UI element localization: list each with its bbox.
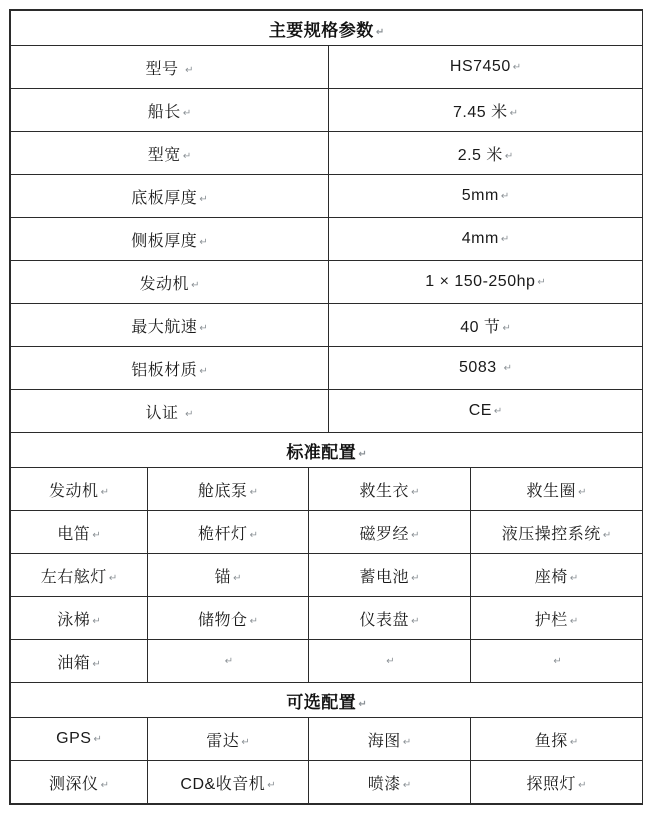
table-row — [11, 718, 643, 761]
config-item: GPS — [56, 730, 92, 747]
spec-label: 发动机 — [139, 275, 190, 293]
table-row — [11, 261, 643, 304]
config-cell — [471, 640, 643, 683]
spec-label-cell — [11, 218, 329, 261]
config-item: 储物仓 — [198, 611, 248, 629]
config-cell — [309, 554, 471, 597]
section-title-cell — [11, 11, 643, 46]
config-item: 海图 — [367, 732, 401, 750]
config-item: 舱底泵 — [198, 482, 248, 500]
config-item: 测深仪 — [49, 775, 99, 793]
paragraph-mark-icon: ↵ — [233, 572, 242, 584]
spec-value-cell — [329, 175, 643, 218]
spec-label-cell — [11, 304, 329, 347]
paragraph-mark-icon: ↵ — [411, 615, 420, 627]
paragraph-mark-icon: ↵ — [92, 615, 101, 627]
table-row — [11, 218, 643, 261]
config-item: CD&收音机 — [180, 775, 266, 793]
config-item: 蓄电池 — [359, 568, 410, 586]
config-item: 电笛 — [57, 525, 91, 543]
config-item: 护栏 — [534, 611, 568, 629]
config-cell — [11, 718, 148, 761]
config-cell — [309, 511, 471, 554]
paragraph-mark-icon: ↵ — [249, 529, 258, 541]
spec-label-cell — [11, 46, 329, 89]
spec-value: 7.45 米 — [453, 103, 508, 121]
config-cell — [471, 597, 643, 640]
table-row — [11, 597, 643, 640]
config-item: 救生圈 — [526, 482, 577, 500]
spec-value: HS7450 — [449, 58, 511, 75]
config-cell — [11, 597, 148, 640]
table-row — [11, 347, 643, 390]
config-item: 探照灯 — [526, 775, 577, 793]
paragraph-mark-icon: ↵ — [185, 64, 194, 76]
paragraph-mark-icon: ↵ — [386, 656, 395, 667]
config-cell — [11, 468, 148, 511]
table-row — [11, 511, 643, 554]
config-cell — [471, 511, 643, 554]
config-cell — [11, 554, 148, 597]
config-cell — [309, 718, 471, 761]
spec-value-cell — [329, 89, 643, 132]
spec-value-cell — [329, 390, 643, 433]
config-item: 发动机 — [49, 482, 99, 500]
paragraph-mark-icon: ↵ — [267, 779, 276, 791]
paragraph-mark-icon: ↵ — [503, 363, 512, 374]
spec-value: 40 节 — [460, 318, 501, 336]
table-row — [11, 89, 643, 132]
paragraph-mark-icon: ↵ — [578, 486, 587, 498]
spec-value-cell — [329, 46, 643, 89]
paragraph-mark-icon: ↵ — [199, 193, 208, 205]
paragraph-mark-icon: ↵ — [100, 779, 109, 791]
spec-label-cell — [11, 261, 329, 304]
config-cell — [148, 640, 309, 683]
config-cell — [11, 640, 148, 683]
config-cell — [309, 761, 471, 804]
paragraph-mark-icon: ↵ — [537, 277, 546, 288]
config-item: 左右舷灯 — [40, 568, 107, 586]
config-cell — [148, 597, 309, 640]
spec-value-cell — [329, 347, 643, 390]
paragraph-mark-icon: ↵ — [199, 236, 208, 248]
paragraph-mark-icon: ↵ — [411, 572, 420, 584]
paragraph-mark-icon: ↵ — [512, 62, 522, 73]
config-item: 磁罗经 — [359, 525, 410, 543]
section-header-main-specs — [11, 11, 643, 46]
config-cell — [11, 761, 148, 804]
config-cell — [148, 718, 309, 761]
optional-config-table — [10, 682, 643, 804]
section-title: 主要规格参数 — [268, 20, 374, 40]
paragraph-mark-icon: ↵ — [199, 365, 208, 377]
table-row — [11, 304, 643, 347]
paragraph-mark-icon: ↵ — [92, 658, 101, 670]
config-item: 液压操控系统 — [501, 525, 601, 543]
config-item: 桅杆灯 — [198, 525, 248, 543]
spec-value: 4mm — [461, 230, 499, 247]
spec-value: 1 × 150-250hp — [425, 273, 536, 290]
paragraph-mark-icon: ↵ — [185, 408, 194, 420]
section-header-optional-config — [11, 683, 643, 718]
config-cell — [309, 597, 471, 640]
config-cell — [471, 718, 643, 761]
main-specs-table — [10, 10, 643, 433]
paragraph-mark-icon: ↵ — [509, 107, 518, 119]
paragraph-mark-icon: ↵ — [191, 279, 200, 291]
config-cell — [471, 761, 643, 804]
config-item: 锚 — [214, 568, 232, 586]
paragraph-mark-icon: ↵ — [249, 615, 258, 627]
config-cell — [471, 554, 643, 597]
spec-label: 底板厚度 — [131, 189, 198, 207]
paragraph-mark-icon: ↵ — [602, 529, 612, 541]
paragraph-mark-icon: ↵ — [569, 615, 579, 627]
config-item: 救生衣 — [359, 482, 410, 500]
paragraph-mark-icon: ↵ — [358, 448, 367, 460]
section-header-standard-config — [11, 433, 643, 468]
spec-label: 型宽 — [147, 146, 181, 164]
section-title-cell — [11, 683, 643, 718]
config-cell — [471, 468, 643, 511]
table-row — [11, 132, 643, 175]
paragraph-mark-icon: ↵ — [92, 529, 101, 541]
paragraph-mark-icon: ↵ — [500, 234, 510, 245]
table-row — [11, 390, 643, 433]
config-item: 喷漆 — [367, 775, 401, 793]
config-item: 雷达 — [206, 732, 240, 750]
section-title: 标准配置 — [286, 442, 357, 462]
config-item: 座椅 — [534, 568, 568, 586]
paragraph-mark-icon: ↵ — [249, 486, 258, 498]
paragraph-mark-icon: ↵ — [224, 656, 234, 667]
paragraph-mark-icon: ↵ — [504, 150, 514, 162]
paragraph-mark-icon: ↵ — [93, 734, 102, 745]
spec-label-cell — [11, 347, 329, 390]
paragraph-mark-icon: ↵ — [402, 736, 412, 748]
config-item: 泳梯 — [57, 611, 91, 629]
paragraph-mark-icon: ↵ — [411, 486, 420, 498]
table-row — [11, 46, 643, 89]
spec-value-cell — [329, 304, 643, 347]
paragraph-mark-icon: ↵ — [578, 779, 587, 791]
spec-label-cell — [11, 175, 329, 218]
config-item: 鱼探 — [534, 732, 568, 750]
paragraph-mark-icon: ↵ — [108, 572, 118, 584]
paragraph-mark-icon: ↵ — [358, 698, 367, 710]
spec-value: CE — [468, 402, 492, 419]
paragraph-mark-icon: ↵ — [182, 150, 192, 162]
section-title-cell — [11, 433, 643, 468]
spec-label: 侧板厚度 — [131, 232, 198, 250]
table-row — [11, 175, 643, 218]
spec-label: 认证 — [145, 404, 184, 422]
config-cell — [309, 468, 471, 511]
config-cell — [148, 554, 309, 597]
spec-label: 铝板材质 — [131, 361, 198, 379]
paragraph-mark-icon: ↵ — [569, 572, 579, 584]
spec-label: 型号 — [145, 60, 184, 78]
spec-value: 5083 — [459, 359, 502, 376]
paragraph-mark-icon: ↵ — [411, 529, 420, 541]
spec-label-cell — [11, 390, 329, 433]
paragraph-mark-icon: ↵ — [502, 322, 511, 334]
spec-label-cell — [11, 89, 329, 132]
table-row — [11, 468, 643, 511]
paragraph-mark-icon: ↵ — [375, 26, 385, 38]
spec-label: 船长 — [147, 103, 181, 121]
standard-config-table — [10, 432, 643, 683]
spec-value-cell — [329, 261, 643, 304]
spec-label-cell — [11, 132, 329, 175]
section-title: 可选配置 — [286, 692, 357, 712]
config-cell — [11, 511, 148, 554]
paragraph-mark-icon: ↵ — [199, 322, 208, 334]
spec-value: 5mm — [461, 187, 499, 204]
paragraph-mark-icon: ↵ — [182, 107, 192, 119]
spec-value: 2.5 米 — [457, 146, 503, 164]
paragraph-mark-icon: ↵ — [500, 191, 510, 202]
paragraph-mark-icon: ↵ — [402, 779, 412, 791]
config-cell — [309, 640, 471, 683]
config-cell — [148, 761, 309, 804]
paragraph-mark-icon: ↵ — [241, 736, 250, 748]
spec-table-frame — [9, 9, 643, 805]
config-item: 油箱 — [57, 654, 91, 672]
spec-value-cell — [329, 132, 643, 175]
spec-value-cell — [329, 218, 643, 261]
spec-label: 最大航速 — [131, 318, 198, 336]
paragraph-mark-icon: ↵ — [100, 486, 109, 498]
config-cell — [148, 468, 309, 511]
table-row — [11, 640, 643, 683]
config-cell — [148, 511, 309, 554]
paragraph-mark-icon: ↵ — [569, 736, 579, 748]
table-row — [11, 554, 643, 597]
config-item: 仪表盘 — [359, 611, 410, 629]
paragraph-mark-icon: ↵ — [553, 656, 562, 667]
table-row — [11, 761, 643, 804]
paragraph-mark-icon: ↵ — [493, 406, 503, 417]
